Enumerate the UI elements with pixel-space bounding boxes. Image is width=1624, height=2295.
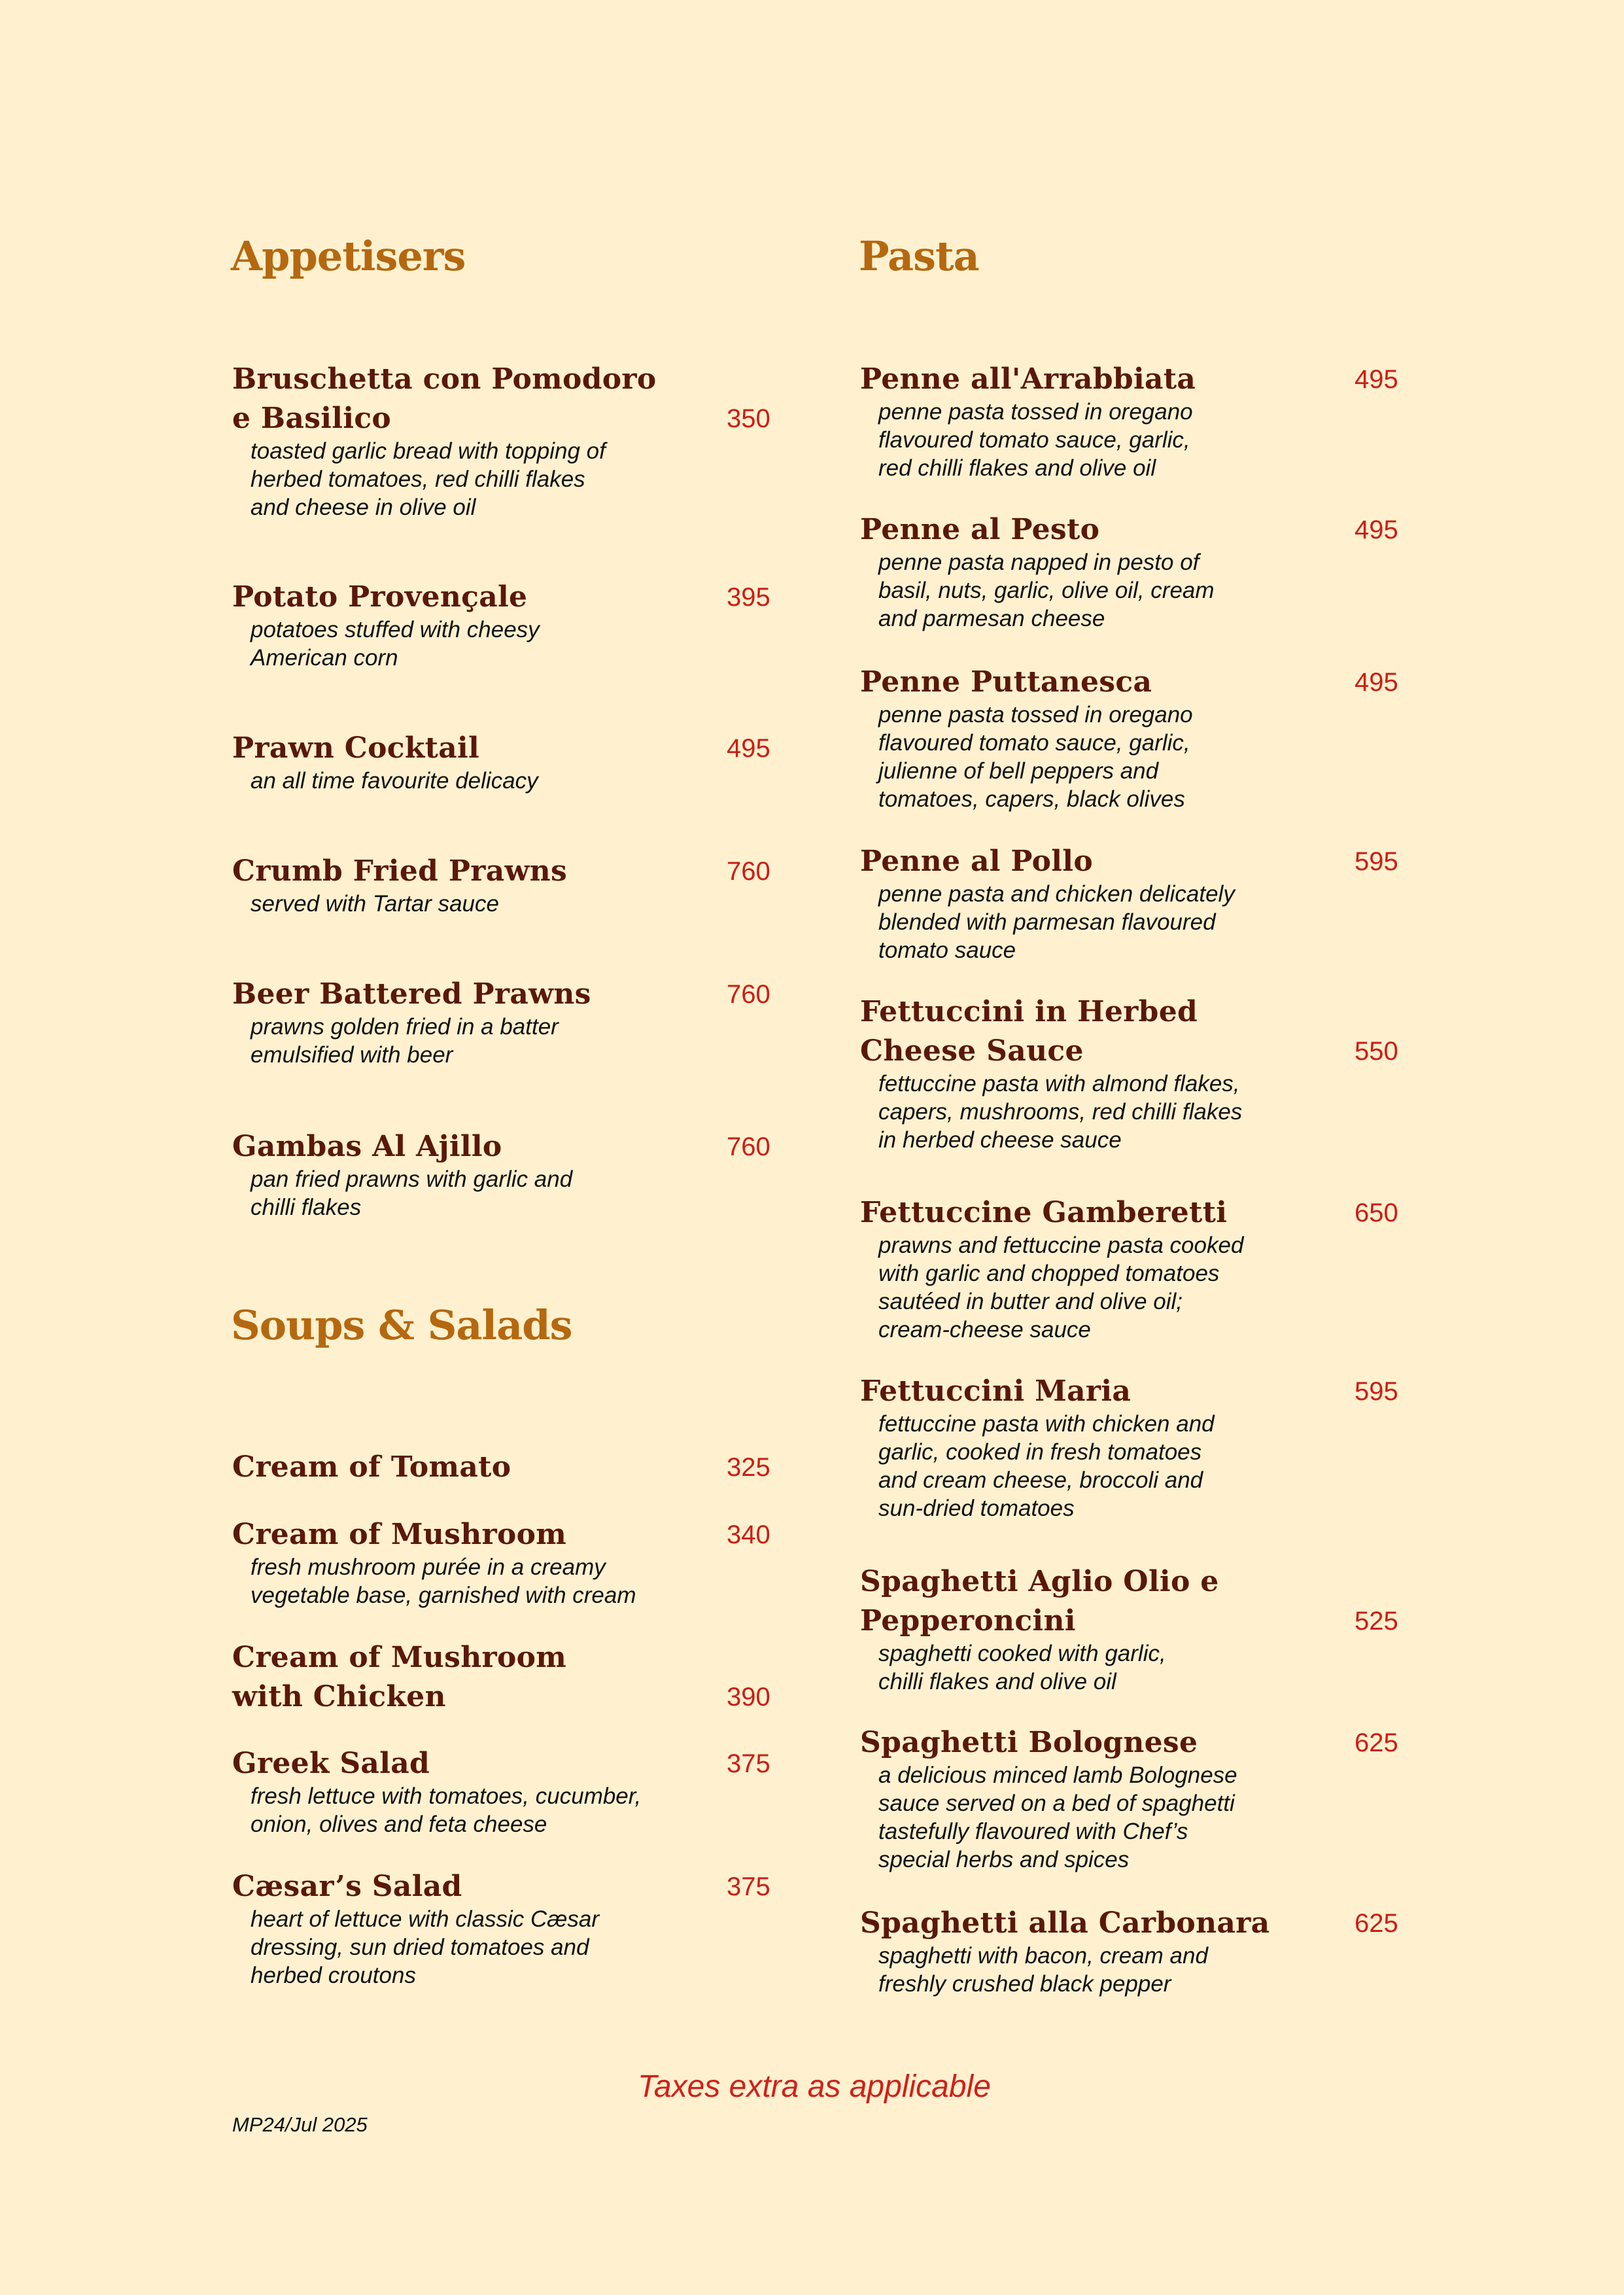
menu-item-description [251,890,775,918]
section-heading-soups-salads: Soups & Salads [231,1301,572,1349]
description-line: fettuccine pasta with chicken and [878,1411,1215,1437]
menu-item-header [860,1372,1403,1411]
menu-item-title: Penne Puttanesca [860,665,1152,699]
menu-item-header [232,1744,775,1783]
description-line: freshly crushed black pepper [878,1971,1171,1997]
menu-item-price: 495 [1355,516,1398,544]
menu-item-description [251,616,775,672]
description-line: a delicious minced lamb Bolognese [878,1762,1237,1788]
menu-item-title: Spaghetti Aglio Olio e [860,1565,1219,1598]
menu-item-title: Penne all'Arrabbiata [860,362,1196,396]
menu-item-price: 390 [727,1683,770,1711]
menu-item-title: Spaghetti Bolognese [860,1726,1198,1759]
menu-item-price: 495 [1355,668,1398,697]
menu-item-title: with Chicken [232,1680,446,1713]
menu-item-title: e Basilico [232,402,392,435]
description-line: flavoured tomato sauce, garlic, [878,427,1190,453]
menu-item [232,1127,775,1221]
description-line: sauce served on a bed of spaghetti [878,1791,1235,1816]
menu-item-title: Spaghetti alla Carbonara [860,1906,1270,1940]
menu-item [232,1744,775,1838]
description-line: flavoured tomato sauce, garlic, [878,730,1190,756]
menu-item-description [878,1410,1403,1522]
description-line: in herbed cheese sauce [878,1127,1122,1153]
description-line: tastefully flavoured with Chef’s [878,1819,1188,1844]
menu-item-description [878,1761,1403,1874]
description-line: and cheese in olive oil [251,495,476,520]
description-line: potatoes stuffed with cheesy [251,617,540,642]
menu-item [860,1372,1403,1522]
menu-item-title: Crumb Fried Prawns [232,854,568,888]
description-line: chilli flakes [251,1195,362,1220]
menu-version-code: MP24/Jul 2025 [232,2113,368,2136]
description-line: herbed tomatoes, red chilli flakes [251,466,585,492]
menu-item [860,1193,1403,1344]
menu-item-price: 495 [727,734,770,763]
menu-item-price: 650 [1355,1199,1398,1227]
description-line: prawns and fettuccine pasta cooked [878,1233,1244,1258]
description-line: sautéed in butter and olive oil; [878,1289,1183,1314]
menu-item-description [878,1942,1403,1998]
menu-item-price: 350 [727,404,770,433]
menu-item-title: Potato Provençale [232,580,528,614]
menu-item [232,852,775,918]
menu-item-description [878,1231,1403,1344]
menu-item-title: Penne al Pesto [860,513,1100,546]
description-line: julienne of bell peppers and [878,758,1159,784]
menu-item-header [232,1515,775,1554]
menu-item-header [860,1904,1403,1943]
menu-item [860,992,1403,1154]
menu-item-header [232,729,775,768]
menu-item-title: Fettuccini Maria [860,1375,1132,1408]
description-line: special herbs and spices [878,1847,1130,1872]
description-line: an all time favourite delicacy [251,768,538,794]
description-line: prawns golden fried in a batter [251,1014,559,1040]
menu-item-header [232,360,775,438]
description-line: cream-cheese sauce [878,1317,1091,1342]
description-line: penne pasta and chicken delicately [878,881,1235,907]
menu-item-title: Gambas Al Ajillo [232,1130,502,1163]
menu-item-description [878,1639,1403,1696]
menu-item-description [251,437,775,521]
menu-item [860,1904,1403,1998]
menu-item-price: 325 [727,1453,770,1482]
description-line: tomatoes, capers, black olives [878,786,1185,812]
description-line: served with Tartar sauce [251,891,499,917]
menu-item-header [232,1127,775,1166]
description-line: garlic, cooked in fresh tomatoes [878,1439,1202,1465]
menu-item-description [878,1070,1403,1154]
menu-item [232,1867,775,1989]
menu-item-description [878,548,1403,633]
menu-item-price: 395 [727,583,770,612]
description-line: American corn [251,645,398,671]
menu-item-price: 375 [727,1749,770,1778]
description-line: and parmesan cheese [878,606,1105,631]
description-line: heart of lettuce with classic Cæsar [251,1906,599,1932]
description-line: basil, nuts, garlic, olive oil, cream [878,578,1215,603]
menu-item-price: 760 [727,980,770,1009]
menu-item-price: 625 [1355,1909,1398,1938]
menu-item-header [232,1448,775,1487]
description-line: toasted garlic bread with topping of [251,438,606,464]
menu-item-title: Fettuccini in Herbed [860,995,1198,1028]
menu-item-header [860,663,1403,702]
menu-item-header [860,842,1403,881]
menu-item [232,975,775,1069]
menu-item [860,663,1403,813]
menu-item [232,360,775,521]
menu-item-description [251,1013,775,1069]
menu-item-description [878,880,1403,964]
menu-item [860,510,1403,633]
description-line: herbed croutons [251,1963,416,1988]
section-heading-pasta: Pasta [859,232,979,280]
menu-item-header [232,578,775,617]
menu-item [232,578,775,672]
menu-item-header [232,975,775,1014]
taxes-note: Taxes extra as applicable [638,2069,991,2104]
menu-item-description [878,701,1403,813]
menu-item-title: Cream of Mushroom [232,1641,567,1674]
menu-item-description [251,1782,775,1838]
description-line: spaghetti cooked with garlic, [878,1641,1166,1666]
menu-item [232,1515,775,1609]
menu-item [232,729,775,795]
menu-item-header [860,1193,1403,1233]
menu-item-description [878,398,1403,482]
menu-item-title: Cream of Tomato [232,1450,511,1484]
menu-item-title: Cæsar’s Salad [232,1870,462,1903]
menu-item-price: 760 [727,1132,770,1161]
menu-item-price: 495 [1355,365,1398,394]
menu-item-header [232,1638,775,1717]
menu-item-title: Bruschetta con Pomodoro [232,362,657,396]
menu-item-title: Pepperoncini [860,1604,1076,1638]
menu-item [232,1448,775,1487]
description-line: dressing, sun dried tomatoes and [251,1935,589,1960]
menu-item [860,360,1403,482]
menu-item-title: Cream of Mushroom [232,1518,567,1551]
menu-item [860,842,1403,964]
menu-item-price: 760 [727,857,770,886]
menu-item-title: Penne al Pollo [860,845,1093,878]
menu-item-price: 595 [1355,1377,1398,1406]
menu-item-header [860,1723,1403,1762]
menu-item [860,1562,1403,1696]
menu-item-price: 340 [727,1520,770,1549]
description-line: fettuccine pasta with almond flakes, [878,1071,1240,1096]
menu-item-description [251,1165,775,1221]
description-line: with garlic and chopped tomatoes [878,1261,1220,1286]
description-line: chilli flakes and olive oil [878,1669,1116,1694]
description-line: red chilli flakes and olive oil [878,455,1156,481]
menu-item-header [860,992,1403,1071]
menu-item [232,1638,775,1717]
description-line: spaghetti with bacon, cream and [878,1943,1208,1969]
menu-item-header [860,510,1403,550]
menu-item-header [232,1867,775,1906]
menu-item-header [860,1562,1403,1641]
menu-item-description [251,1905,775,1989]
menu-item-header [232,852,775,891]
description-line: and cream cheese, broccoli and [878,1467,1203,1493]
menu-item-title: Greek Salad [232,1747,430,1780]
description-line: onion, olives and feta cheese [251,1812,547,1837]
description-line: tomato sauce [878,937,1016,963]
description-line: fresh mushroom purée in a creamy [251,1554,606,1580]
menu-item-price: 625 [1355,1728,1398,1757]
description-line: sun-dried tomatoes [878,1496,1075,1521]
menu-item-price: 550 [1355,1037,1398,1066]
menu-item-title: Beer Battered Prawns [232,977,591,1011]
section-heading-appetisers: Appetisers [231,232,466,280]
description-line: penne pasta tossed in oregano [878,702,1193,727]
menu-item [860,1723,1403,1874]
description-line: fresh lettuce with tomatoes, cucumber, [251,1783,642,1809]
menu-item-title: Fettuccine Gamberetti [860,1196,1228,1229]
description-line: penne pasta napped in pesto of [878,550,1200,575]
description-line: pan fried prawns with garlic and [251,1166,573,1192]
menu-item-title: Cheese Sauce [860,1034,1084,1068]
menu-item-header [860,360,1403,399]
menu-item-price: 375 [727,1872,770,1901]
description-line: penne pasta tossed in oregano [878,399,1193,425]
menu-item-price: 595 [1355,847,1398,876]
description-line: blended with parmesan flavoured [878,909,1216,935]
menu-item-description [251,767,775,795]
menu-item-title: Prawn Cocktail [232,731,480,765]
description-line: emulsified with beer [251,1042,453,1068]
description-line: capers, mushrooms, red chilli flakes [878,1099,1243,1125]
description-line: vegetable base, garnished with cream [251,1583,636,1608]
menu-item-price: 525 [1355,1607,1398,1636]
menu-item-description [251,1553,775,1609]
